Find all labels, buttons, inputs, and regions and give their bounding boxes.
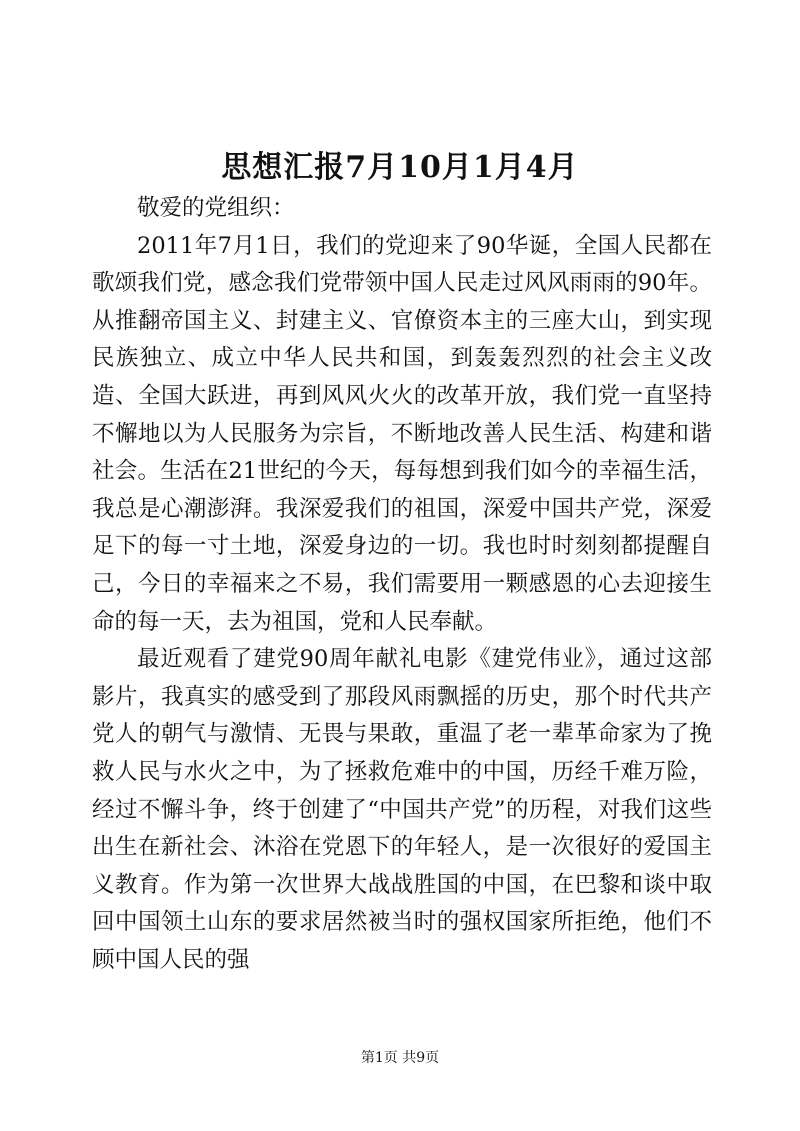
- document-title: 思想汇报7月10月1月4月: [221, 150, 579, 185]
- document-body: [92, 190, 712, 979]
- paragraph-2: 最近观看了建党90周年献礼电影《建党伟业》，通过这部影片，我真实的感受到了那段风雨飘摇的历史，那个时代共产党人的朝气与激情、无畏与果敢，重温了老一辈革命家为了挽救人民与水火之中，为了拯救危难中的中国，历经千难万险，经过不懈斗争，终于创建了“中国共产党”的历程，对我们这些出生在新社会、沐浴在党恩下的年轻人，是一次很好的爱国主义教育。作为第一次世界大战战胜国的中国，在巴黎和谈中取回中国领土山东的要求居然被当时的强权国家所拒绝，他们不顾中国人民的强: [92, 646, 712, 973]
- paragraph-1: 2011年7月1日，我们的党迎来了90华诞，全国人民都在歌颂我们党，感念我们党带领中国人民走过风风雨雨的90年。从推翻帝国主义、封建主义、官僚资本主的三座大山，到实现民族独立、成立中华人民共和国，到轰轰烈烈的社会主义改造、全国大跃进，再到风风火火的改革开放，我们党一直坚持不懈地以为人民服务为宗旨，不断地改善人民生活、构建和谐社会。生活在21世纪的今天，每每想到我们如今的幸福生活，我总是心潮澎湃。我深爱我们的祖国，深爱中国共产党，深爱足下的每一寸土地，深爱身边的一切。我也时时刻刻都提醒自己，今日的幸福来之不易，我们需要用一颗感恩的心去迎接生命的每一天，去为祖国，党和人民奉献。: [92, 232, 712, 635]
- salutation: 敬爱的党组织：: [137, 195, 295, 221]
- page-number-footer: 第1页 共9页: [360, 1050, 440, 1066]
